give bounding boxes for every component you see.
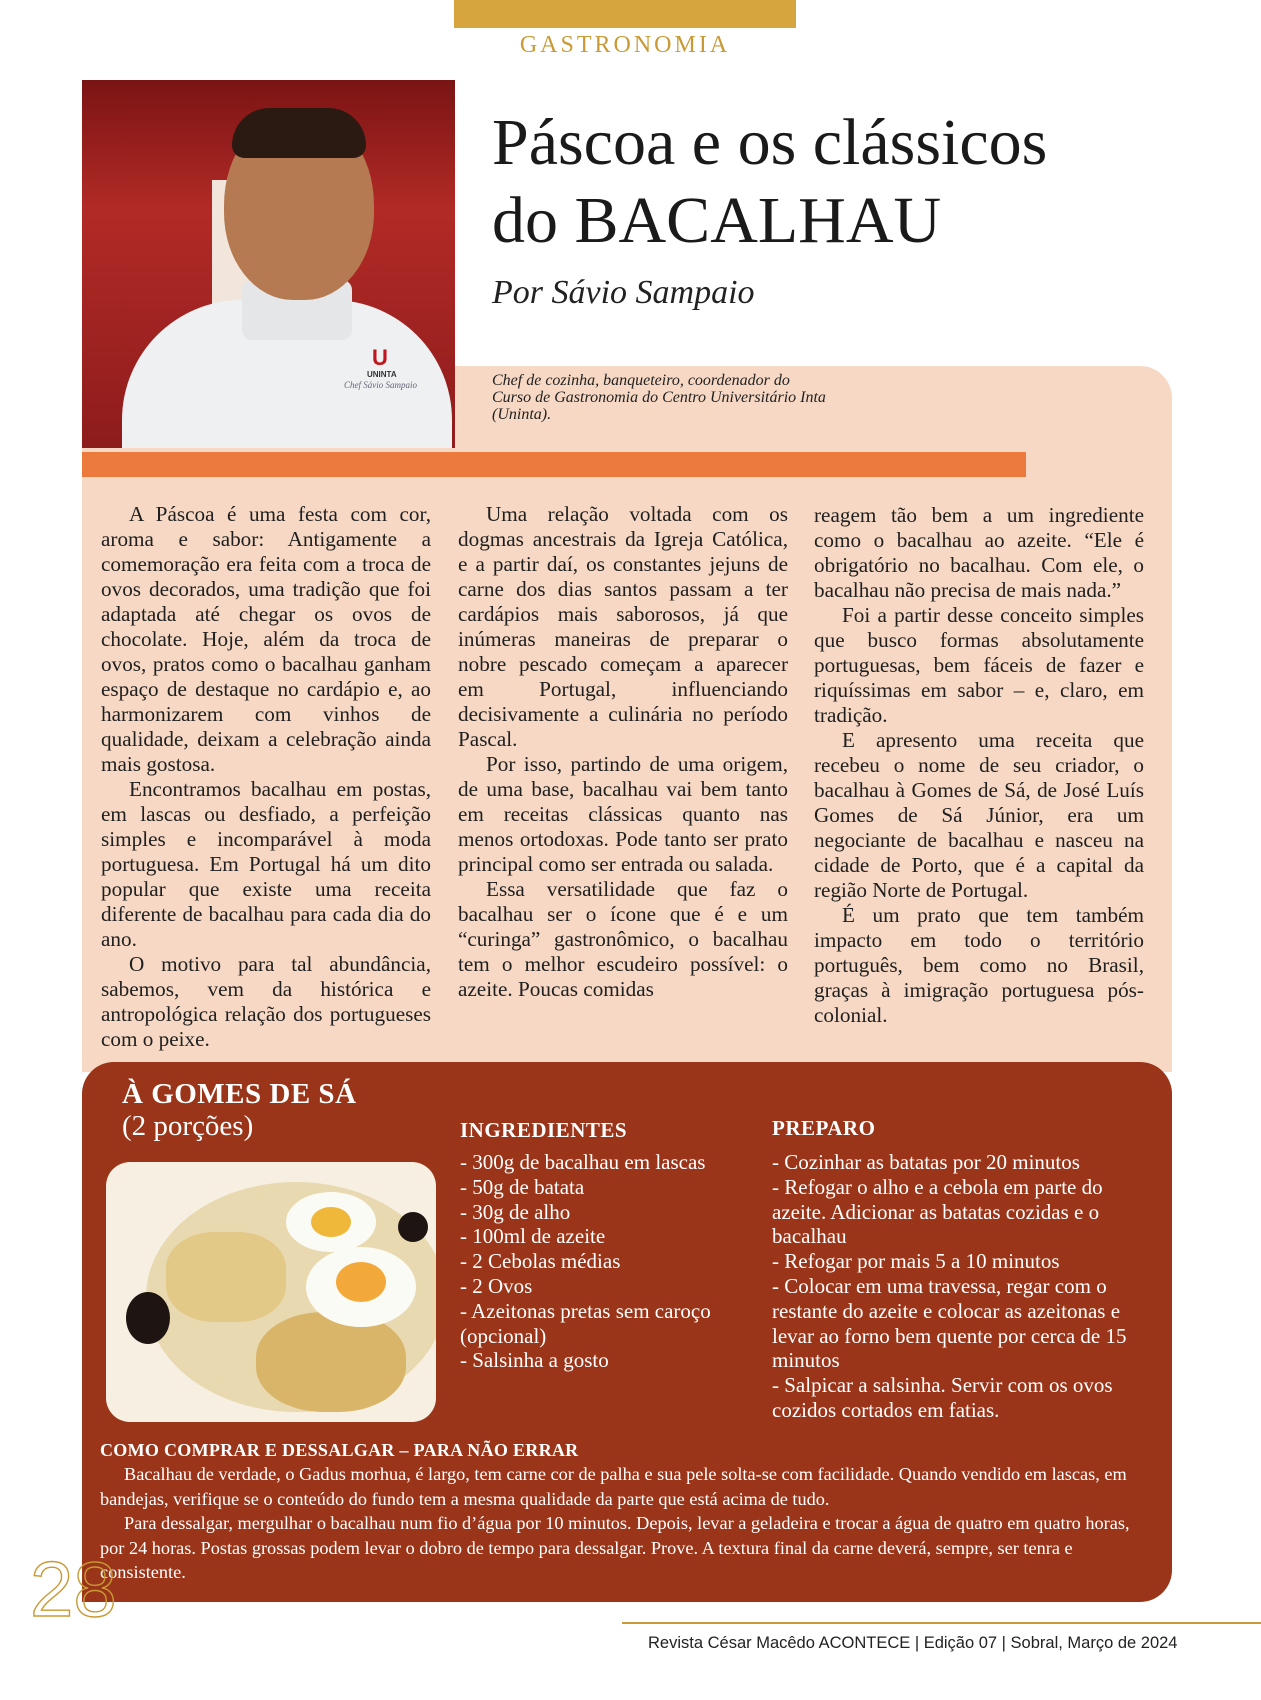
list-item: - Refogar por mais 5 a 10 minutos [772,1249,1060,1274]
dish-potato [166,1232,286,1322]
list-item: - Cozinhar as batatas por 20 minutos [772,1150,1080,1174]
paragraph: Uma relação voltada com os dogmas ancestrais da Igreja Católica, e a partir daí, os constantes jejuns de carne dos dias santos passam a ter cardápios mais saborosos, já que inúmeras maneiras de preparar o nobre pescado começam a aparecer em Portugal, influenciando decisivamente a culinária no período Pascal. [458,502,788,751]
paragraph: Por isso, partindo de uma origem, de uma base, bacalhau vai bem tanto em receitas clássicas quanto nas menos ortodoxas. Pode tanto ser prato principal como ser entrada ou salada. [458,752,788,876]
article-title-line1: Páscoa e os clássicos [492,106,1048,179]
dish-photo [106,1162,436,1422]
recipe-portions: (2 porções) [122,1110,254,1142]
list-item: - Colocar em uma travessa, regar com o restante do azeite e colocar as azeitonas e levar ao forno bem quente por cerca de 15 minutos [772,1273,1127,1373]
paragraph: Essa versatilidade que faz o bacalhau ser o ícone que é e um “curinga” gastronômico, o bacalhau tem o melhor escudeiro possível: o azeite. Poucas comidas [458,877,788,1001]
paragraph: Foi a partir desse conceito simples que busco formas absolutamente portuguesas, bem fáceis de fazer e riquíssimas em sabor – e, claro, em tradição. [814,603,1144,727]
dish-potato [256,1312,406,1412]
photo-logo-text: UNINTA [367,370,397,379]
list-item: - 2 Ovos [460,1273,533,1298]
dish-olive [126,1292,170,1344]
list-item: - 100ml de azeite [460,1224,606,1249]
preparation-list [772,1150,1142,1423]
buying-tips-text [100,1462,1140,1585]
preparation-title: PREPARO [772,1116,876,1140]
article-title [492,104,1232,260]
footer-divider [622,1622,1261,1624]
article-column-1 [101,502,431,1052]
list-item: - Salsinha a gosto [460,1348,609,1373]
paragraph: reagem tão bem a um ingrediente como o bacalhau ao azeite. “Ele é obrigatório no bacalhau. Com ele, o bacalhau não precisa de mais nada.” [814,503,1144,602]
photo-embroidery: Chef Sávio Sampaio [344,380,417,390]
ingredients-title: INGREDIENTES [460,1118,628,1142]
paragraph: E apresento uma receita que recebeu o nome de seu criador, o bacalhau à Gomes de Sá, de José Luís Gomes de Sá Júnior, era um negociante de bacalhau e nasceu na cidade de Porto, que é a capital da região Norte de Portugal. [814,728,1144,902]
header-accent-bar [454,0,796,28]
list-item: - 300g de bacalhau em lascas [460,1150,706,1174]
list-item: - 30g de alho [460,1199,571,1224]
paragraph: Bacalhau de verdade, o Gadus morhua, é largo, tem carne cor de palha e sua pele solta-se com facilidade. Quando vendido em lascas, em bandejas, verifique se o conteúdo do fundo tem a mesma qualidade da parte que está acima de tudo. [100,1464,1127,1509]
dish-egg-yolk [336,1262,386,1302]
ingredients-list [460,1150,760,1373]
divider-bar [82,452,1026,477]
paragraph: Para dessalgar, mergulhar o bacalhau num fio d’água por 10 minutos. Depois, levar a geladeira e trocar a água de quatro em quatro horas, por 24 horas. Postas grossas podem levar o dobro de tempo para dessalgar. Prove. A textura final da carne deverá, sempre, ser tenra e consistente. [100,1513,1130,1583]
paragraph: Encontramos bacalhau em postas, em lascas ou desfiado, a perfeição simples e incomparável à moda portuguesa. Em Portugal há um dito popular que existe uma receita diferente de bacalhau para cada dia do ano. [101,777,431,951]
list-item: - 2 Cebolas médias [460,1249,621,1274]
article-title-line2: do BACALHAU [492,184,942,257]
list-item: - Salpicar a salsinha. Servir com os ovos cozidos cortados em fatias. [772,1373,1113,1422]
recipe-box [82,1062,1172,1602]
author-bio: Chef de cozinha, banqueteiro, coordenador do Curso de Gastronomia do Centro Universitário Inta (Uninta). [492,372,826,423]
buying-tips-title: COMO COMPRAR E DESSALGAR – PARA NÃO ERRAR [100,1440,579,1460]
paragraph: O motivo para tal abundância, sabemos, vem da histórica e antropológica relação dos portugueses com o peixe. [101,952,431,1051]
article-column-2 [458,502,788,1002]
paragraph: A Páscoa é uma festa com cor, aroma e sabor: Antigamente a comemoração era feita com a troca de ovos decorados, uma tradição que foi adaptada até chegar os ovos de chocolate. Hoje, além da troca de ovos, pratos como o bacalhau ganham espaço de destaque no cardápio e, ao harmonizarem com vinhos de qualidade, deixam a celebração ainda mais gostosa. [101,502,431,776]
section-label: GASTRONOMIA [519,32,731,58]
chef-photo [82,80,455,448]
recipe-title: À GOMES DE SÁ [122,1078,357,1110]
dish-olive [398,1212,428,1242]
list-item: - 50g de batata [460,1174,585,1199]
list-item: - Azeitonas pretas sem caroço (opcional) [460,1298,711,1348]
dish-egg-yolk [311,1207,351,1237]
page-number: 28 [30,1545,117,1633]
article-column-3 [814,503,1144,1028]
footer-credit: Revista César Macêdo ACONTECE | Edição 07 | Sobral, Março de 2024 [648,1634,1178,1652]
paragraph: É um prato que tem também impacto em todo o território português, bem como no Brasil, graças à imigração portuguesa pós-colonial. [814,903,1144,1027]
uninta-logo-icon: U [372,345,388,370]
article-byline: Por Sávio Sampaio [492,274,755,311]
photo-chef-hair [232,108,366,158]
list-item: - Refogar o alho e a cebola em parte do azeite. Adicionar as batatas cozidas e o bacalhau [772,1174,1103,1249]
